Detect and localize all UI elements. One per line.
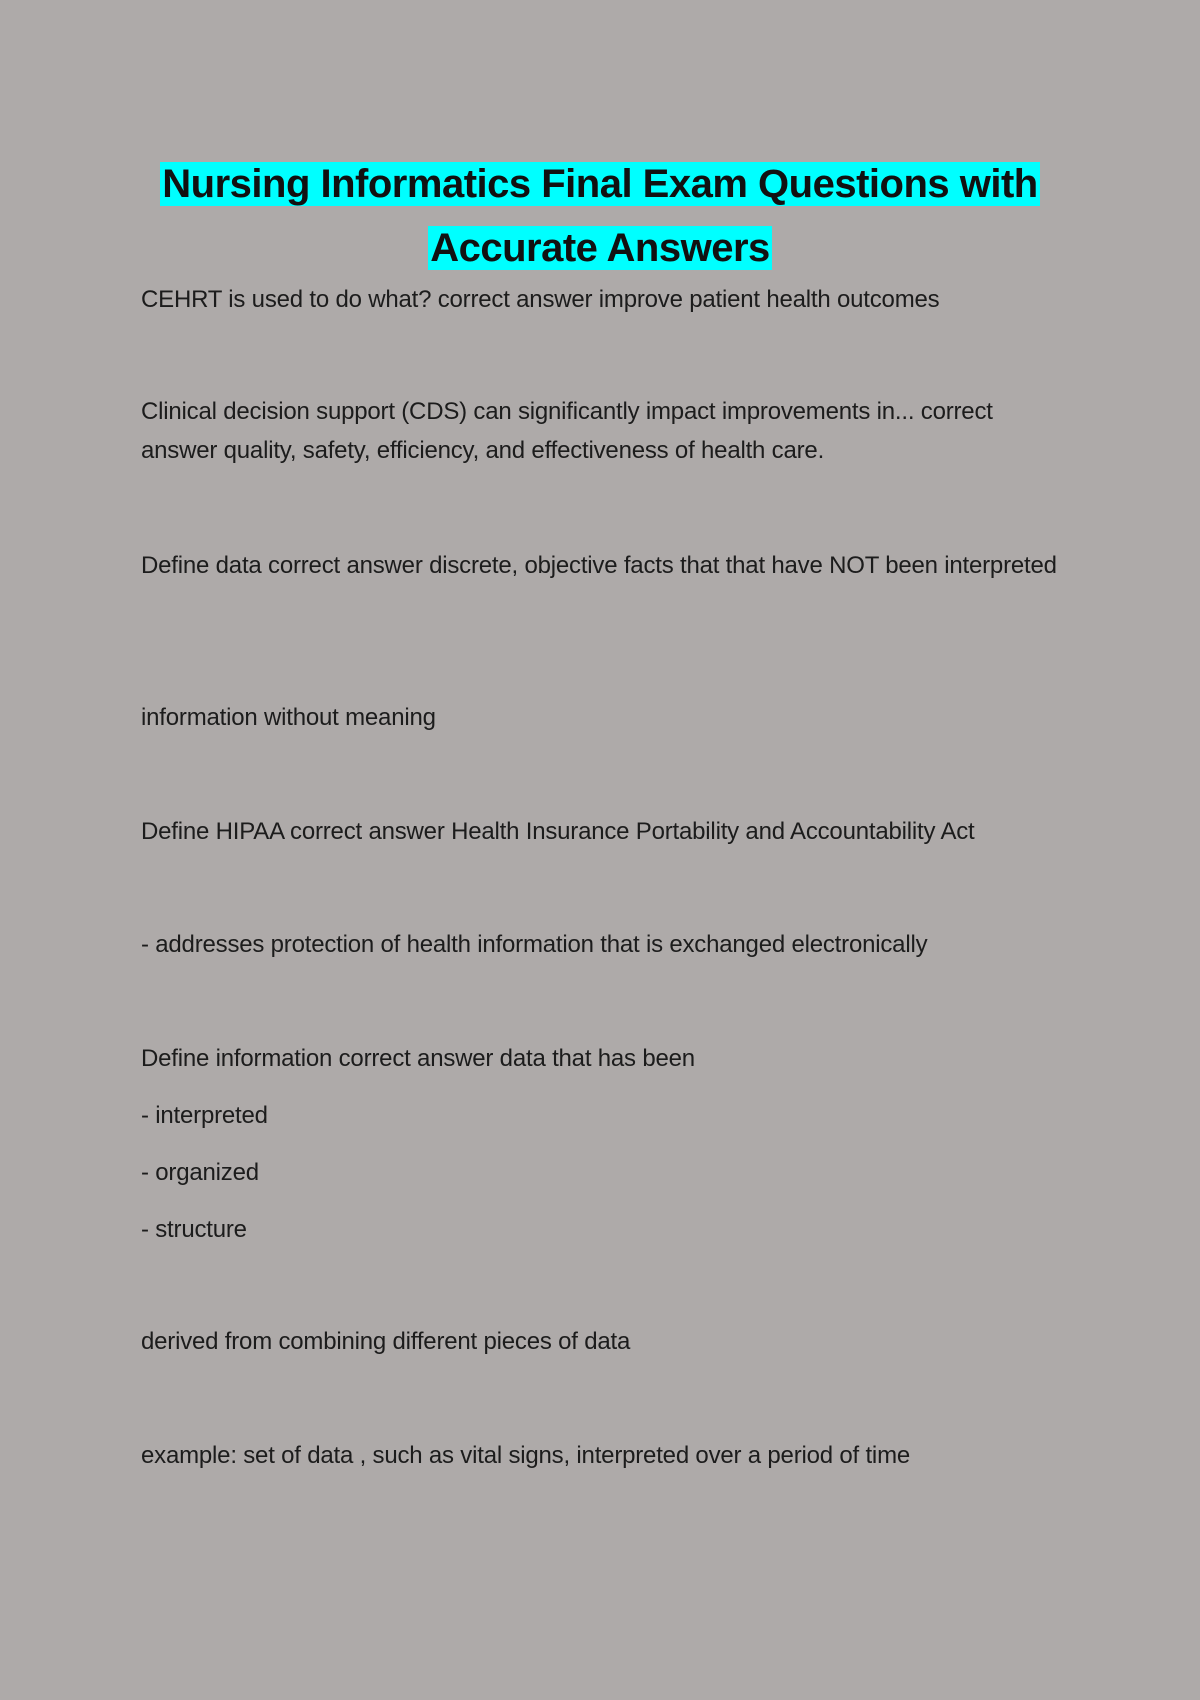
paragraph-define-hipaa: Define HIPAA correct answer Health Insurance Portability and Accountability Act: [141, 818, 975, 845]
document-title: [140, 152, 1060, 280]
list-item-organized: - organized: [141, 1159, 259, 1186]
paragraph-derived: derived from combining different pieces of data: [141, 1328, 631, 1355]
paragraph-define-information: Define information correct answer data that has been: [141, 1045, 695, 1072]
list-item-interpreted: - interpreted: [141, 1102, 268, 1129]
paragraph-cds: Clinical decision support (CDS) can significantly impact improvements in... correct answer quality, safety, efficiency, and effectiveness of health care.: [141, 398, 993, 464]
title-line-2: Accurate Answers: [430, 226, 770, 270]
paragraph-information-without-meaning: information without meaning: [141, 704, 436, 731]
paragraph-example: example: set of data , such as vital signs, interpreted over a period of time: [141, 1442, 911, 1469]
list-item-structure: - structure: [141, 1216, 247, 1243]
paragraph-define-data: Define data correct answer discrete, objective facts that that have NOT been interpreted: [141, 552, 1057, 579]
title-line-1: Nursing Informatics Final Exam Questions with: [162, 162, 1038, 206]
paragraph-cehrt: CEHRT is used to do what? correct answer improve patient health outcomes: [141, 286, 940, 313]
paragraph-hipaa-detail: - addresses protection of health information that is exchanged electronically: [141, 931, 928, 958]
